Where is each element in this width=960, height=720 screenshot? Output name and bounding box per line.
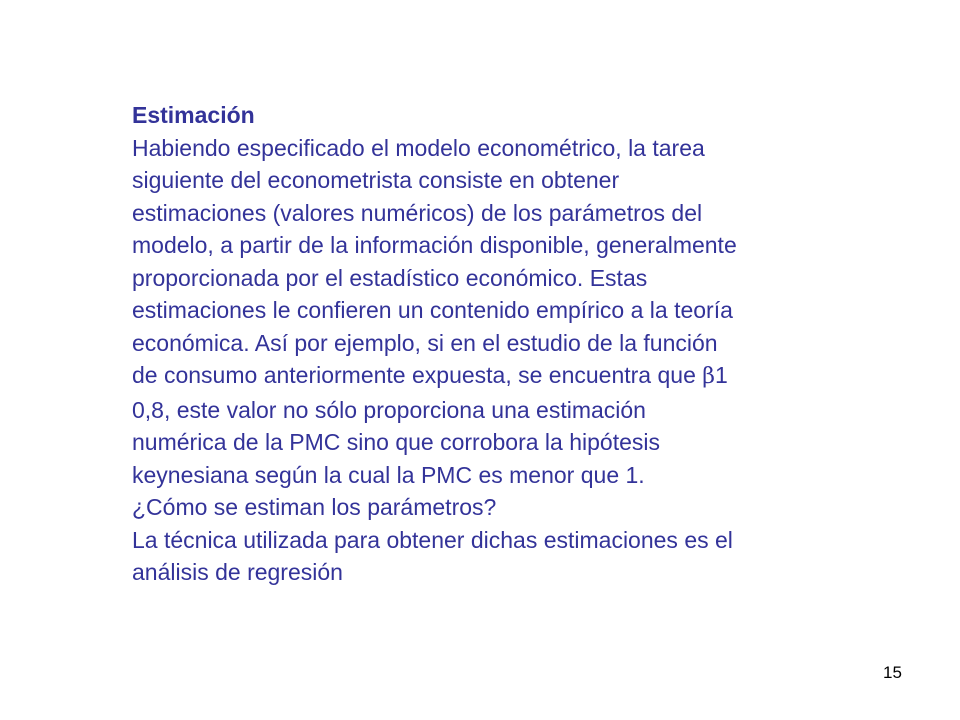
body-line: económica. Así por ejemplo, si en el estudio de la función — [132, 329, 718, 356]
beta-symbol: β — [702, 364, 715, 389]
body-line: siguiente del econometrista consiste en obtener — [132, 167, 620, 193]
body-line: 0,8, este valor no sólo proporciona una estimación — [132, 396, 646, 423]
body-line: numérica de la PMC sino que corrobora la hipótesis — [132, 429, 660, 455]
body-line: proporcionada por el estadístico económico. Estas — [132, 264, 648, 291]
body-line: La técnica utilizada para obtener dichas estimaciones es el — [132, 526, 733, 553]
body-line: estimaciones (valores numéricos) de los parámetros del — [132, 199, 703, 226]
page-number: 15 — [883, 663, 902, 682]
body-line-with-beta — [132, 359, 932, 394]
slide-heading: Estimación — [132, 102, 255, 128]
body-line: Habiendo especificado el modelo econométrico, la tarea — [132, 134, 705, 161]
beta-subscript: 1 — [714, 362, 728, 388]
body-line: keynesiana según la cual la PMC es menor que 1. — [132, 461, 645, 488]
body-line: análisis de regresión — [132, 559, 343, 585]
body-line-text: de consumo anteriormente expuesta, se encuentra que — [132, 362, 703, 388]
body-line: estimaciones le confieren un contenido empírico a la teoría — [132, 297, 733, 323]
question-line: ¿Cómo se estiman los parámetros? — [132, 494, 497, 520]
slide-text-block — [132, 99, 932, 589]
body-line: modelo, a partir de la información disponible, generalmente — [132, 232, 737, 258]
